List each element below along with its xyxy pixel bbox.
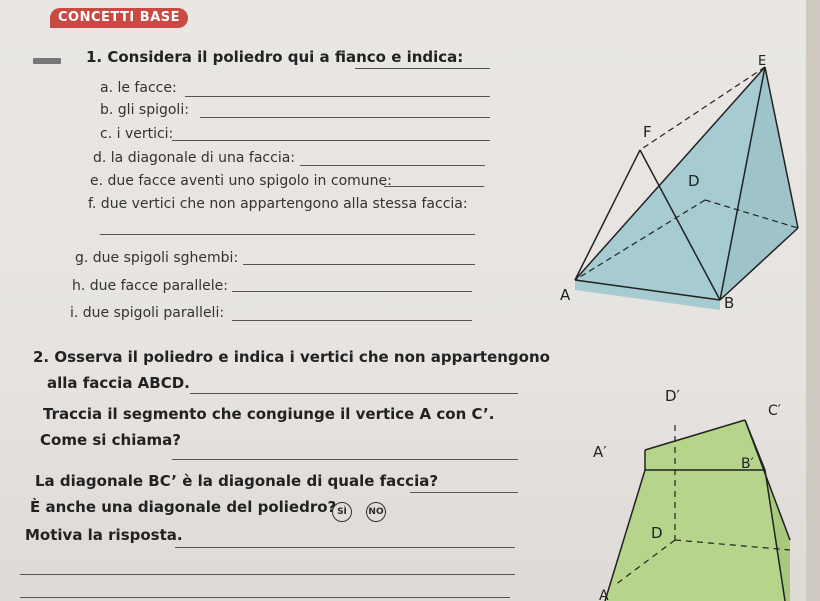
answer-line-q2-8 [20,597,510,598]
vertex-label-A-prime: A′ [593,443,607,461]
item-c: c. i vertici: [100,126,174,142]
polyhedron-figure [540,45,810,325]
answer-line-e [384,186,484,187]
answer-line-g [243,264,475,265]
answer-line-q2-3 [172,459,518,460]
question-2-line-5: È anche una diagonale del poliedro? [30,498,337,516]
face-front-frustum [605,470,785,601]
vertex-label-A: A [560,286,571,304]
answer-line-q2-4 [410,492,518,493]
item-f: f. due vertici che non appartengono alla stessa faccia: [88,196,468,212]
answer-line-q2-7 [20,574,515,575]
vertex-label-B-prime: B′ [741,456,754,472]
vertex-label-F: F [643,123,652,141]
answer-line-i [232,320,472,321]
question-2-title: 2. Osserva il poliedro e indica i vertici che non appartengono [33,348,550,366]
vertex-label-D: D [688,172,700,190]
item-e: e. due facce aventi uno spigolo in comune: [90,173,392,189]
question-1-title: 1. Considera il poliedro qui a fianco e indica: [86,48,464,66]
choice-yes[interactable]: SÌ [332,502,352,522]
answer-line-b [200,117,490,118]
vertex-label-B: B [724,294,735,312]
vertex-label-D: D [651,524,663,542]
item-d: d. la diagonale di una faccia: [93,150,296,166]
frustum-figure [585,385,800,601]
answer-line-h [232,291,472,292]
answer-line-c [172,140,490,141]
item-a: a. le facce: [100,80,177,96]
vertex-label-A: A [599,588,609,601]
question-2-line-4: La diagonale BC’ è la diagonale di quale faccia? [35,472,439,490]
item-g: g. due spigoli sghembi: [75,250,239,266]
vertex-label-D-prime: D′ [665,387,680,405]
question-2-line-1: alla faccia ABCD. [47,374,190,392]
answer-line-q2-6 [175,547,515,548]
exercise-icon [33,58,61,64]
vertex-label-C-prime: C′ [768,403,781,419]
vertex-label-E: E [758,54,767,69]
answer-line-f [100,234,475,235]
question-2-line-2: Traccia il segmento che congiunge il vertice A con C’. [43,405,495,423]
item-b: b. gli spigoli: [100,102,189,118]
answer-line-d [300,165,485,166]
question-2-line-6: Motiva la risposta. [25,526,183,544]
answer-line [355,68,490,69]
answer-line-q2-1 [190,393,518,394]
section-badge: CONCETTI BASE [50,8,188,28]
choice-no[interactable]: NO [366,502,386,522]
item-h: h. due facce parallele: [72,278,228,294]
item-i: i. due spigoli paralleli: [70,305,225,321]
answer-line-a [185,96,490,97]
question-2-line-3: Come si chiama? [40,431,181,449]
